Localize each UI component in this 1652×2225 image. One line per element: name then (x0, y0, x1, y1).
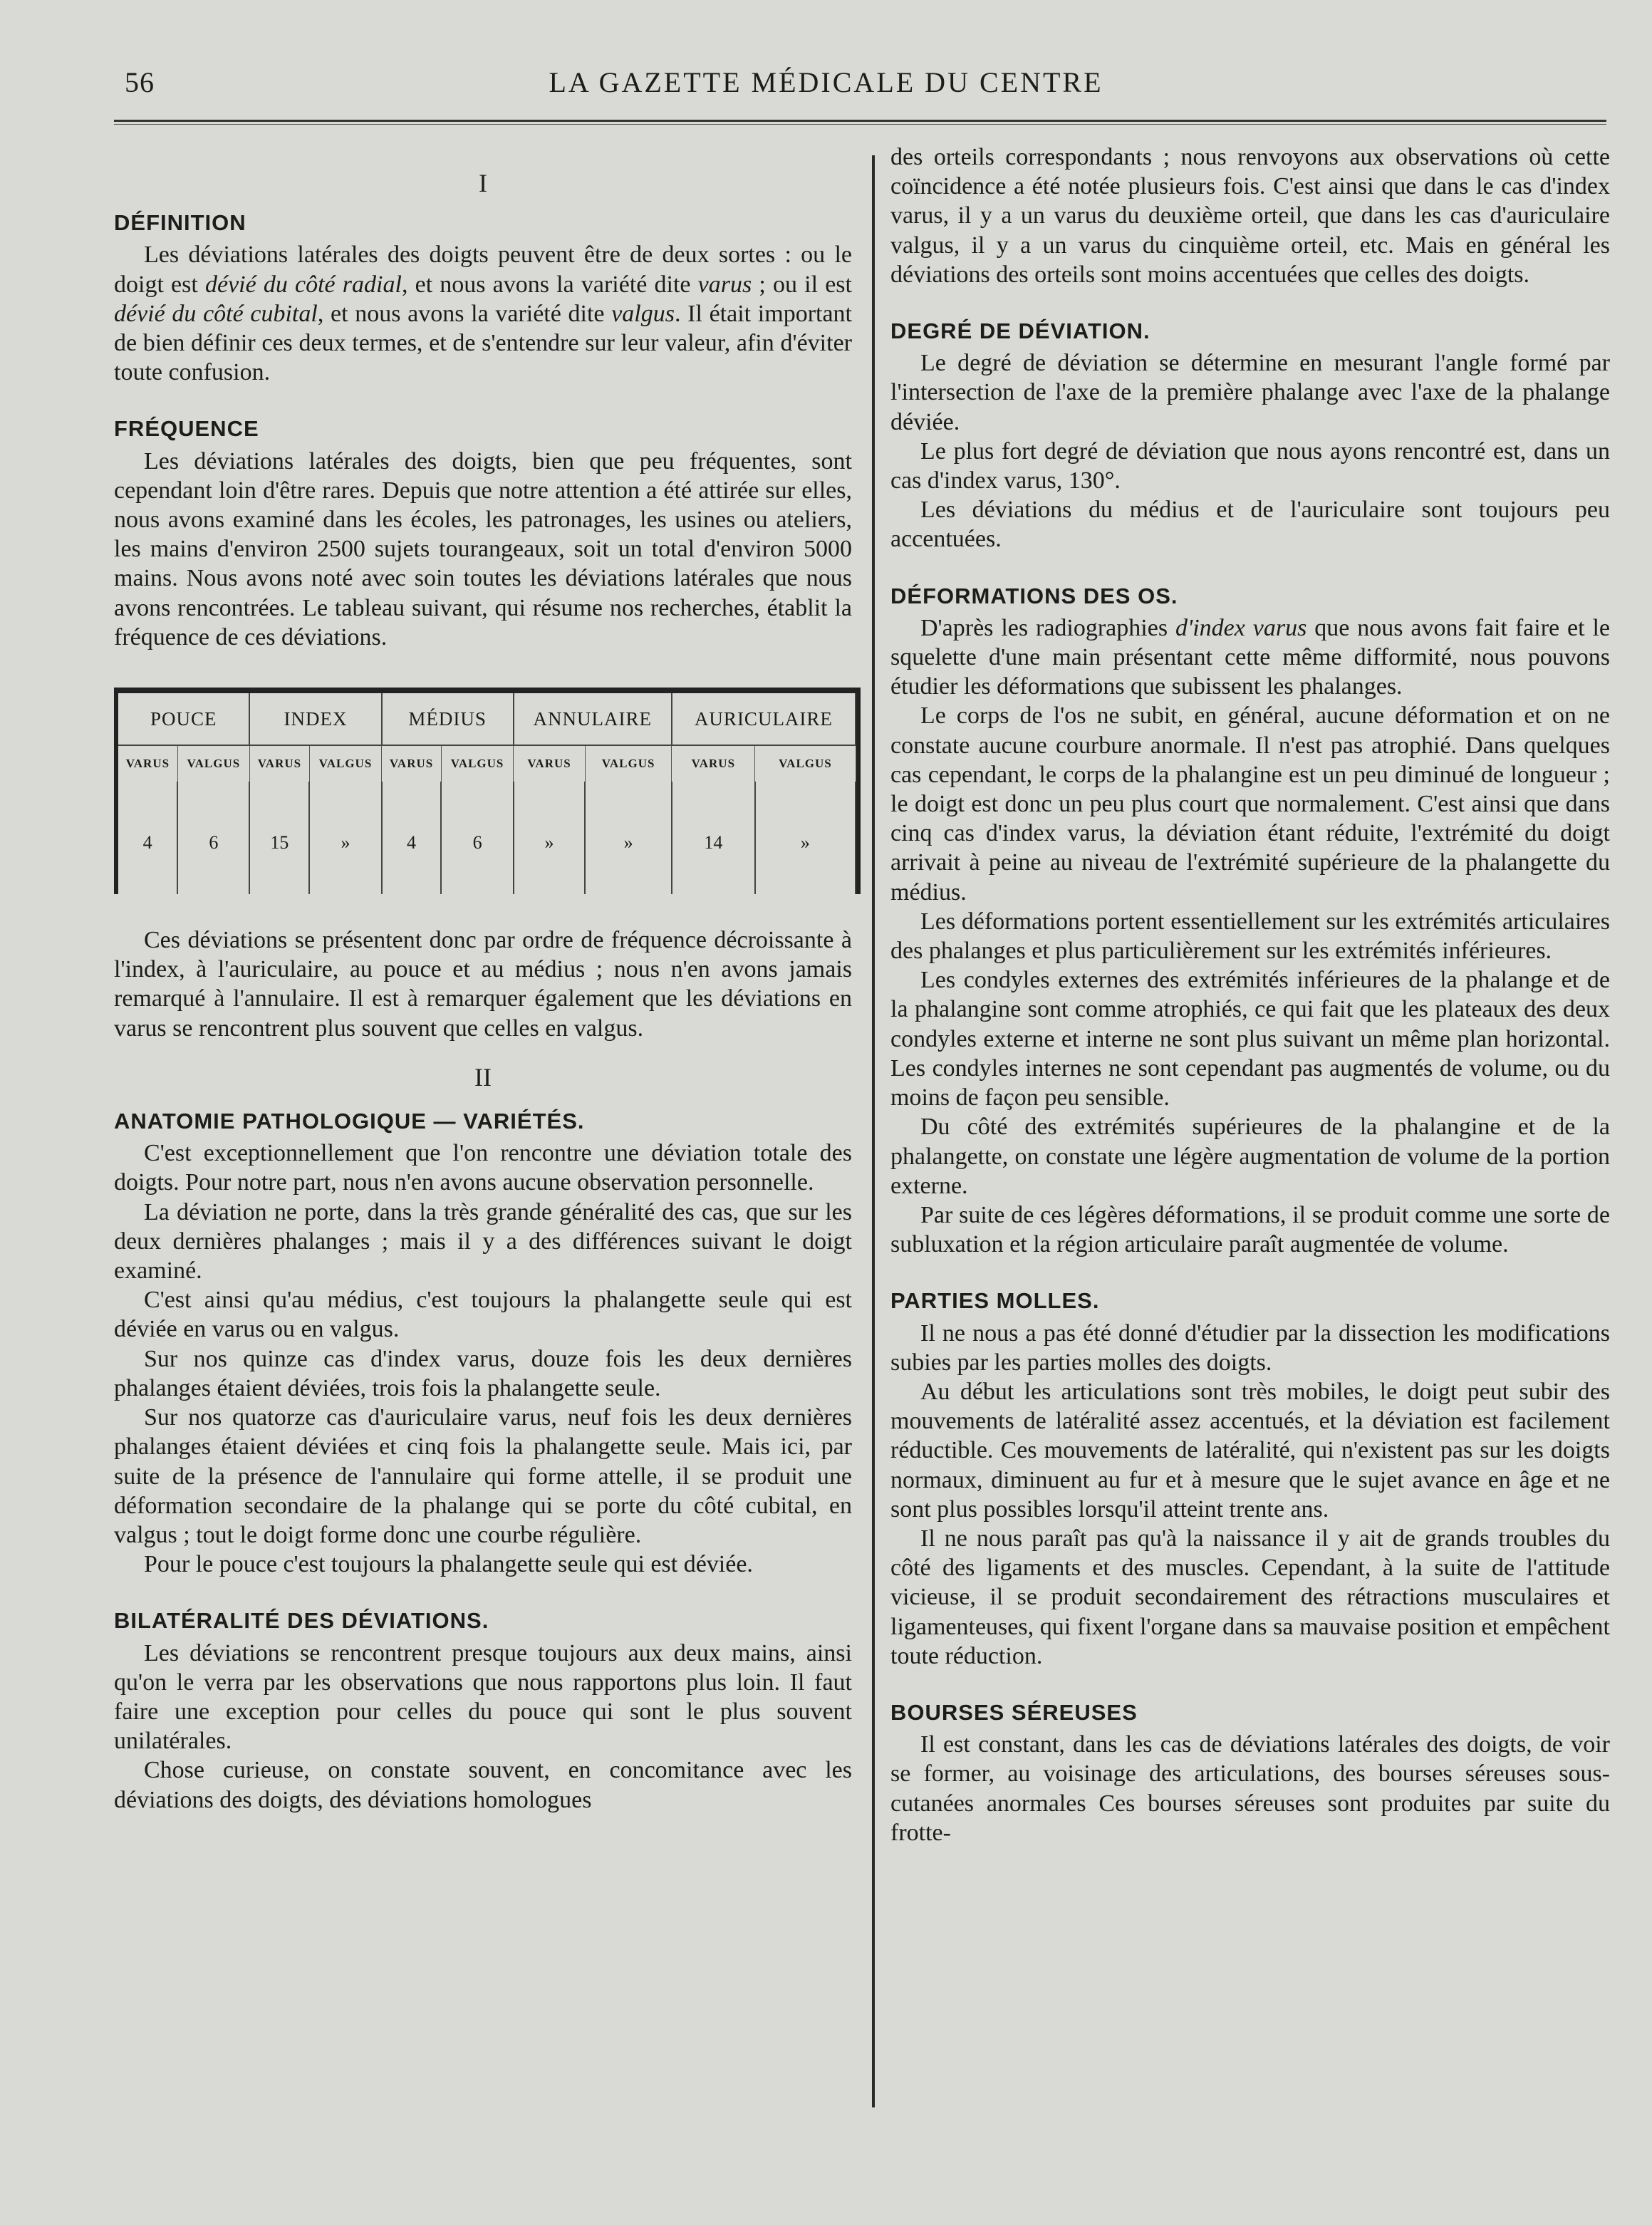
table-header-index: INDEX (249, 693, 381, 745)
paragraph-anatomie-1: C'est exceptionnellement que l'on rencontre une déviation totale des doigts. Pour notre part, nous n'en avons aucune observation personnelle. (114, 1140, 852, 1196)
paragraph-degre-1: Le degré de déviation se détermine en mesurant l'angle formé par l'intersection de l'axe de la première phalange avec l'axe de la phalange déviée. (890, 350, 1610, 435)
table-header-medius: MÉDIUS (382, 693, 514, 745)
paragraph-deformations-4: Les condyles externes des extrémités inférieures de la phalange et de la phalangine sont comme atrophiés, ce qui fait que les plateaux des deux condyles externe et interne ne sont plus suivant un même plan horizontal. Les condyles internes ne sont cependant pas augmentés de volume, ou du moins de façon peu sensible. (890, 967, 1610, 1111)
table-subheader: VARUS (249, 745, 309, 782)
frequency-table (114, 688, 861, 894)
paragraph-deformations-6: Par suite de ces légères déformations, il se produit comme une sorte de subluxation et la région articulaire paraît augmentée de volume. (890, 1201, 1610, 1258)
paragraph-bilateralite-1: Les déviations se rencontrent presque toujours aux deux mains, ainsi qu'on le verra par les observations que nous rapportons plus loin. Il faut faire une exception pour celles du pouce qui sont le plus souvent unilatérales. (114, 1639, 852, 1755)
paragraph-degre-3: Les déviations du médius et de l'auriculaire sont toujours peu accentuées. (890, 497, 1610, 553)
paragraph-anatomie-4: Sur nos quinze cas d'index varus, douze fois les deux dernières phalanges étaient déviées, trois fois la phalangette seule. (114, 1345, 852, 1401)
table-subheader: VARUS (514, 745, 586, 782)
header-rule (114, 120, 1606, 122)
right-column (890, 142, 1610, 1847)
section-numeral-2: II (474, 1062, 492, 1091)
paragraph-degre-2: Le plus fort degré de déviation que nous ayons rencontré est, dans un cas d'index varus, 130°. (890, 437, 1610, 494)
table-header-auriculaire: AURICULAIRE (672, 693, 856, 745)
paragraph-anatomie-2: La déviation ne porte, dans la très grande généralité des cas, que sur les deux dernières phalanges ; mais il y a des différences suivant le doigt examiné. (114, 1198, 852, 1285)
table-header-pouce: POUCE (118, 693, 249, 745)
heading-bourses: BOURSES SÉREUSES (890, 1699, 1138, 1725)
paragraph-deformations-5: Du côté des extrémités supérieures de la phalangine et de la phalangette, on constate une légère augmentation de volume de la portion externe. (890, 1114, 1610, 1199)
header-rule-thin (114, 124, 1606, 125)
heading-parties-molles: PARTIES MOLLES. (890, 1288, 1100, 1314)
table-subheader: VARUS (118, 745, 177, 782)
heading-anatomie: ANATOMIE PATHOLOGIQUE — VARIÉTÉS. (114, 1109, 585, 1134)
paragraph-frequence: Les déviations latérales des doigts, bien que peu fréquentes, sont cependant loin d'être rares. Depuis que notre attention a été attirée sur elles, nous avons examiné dans les écoles, les patronages, les usines ou ateliers, les mains d'environ 2500 sujets tourangeaux, soit un total d'environ 5000 mains. Nous avons noté avec soin toutes les déviations latérales que nous avons rencontrées. Le tableau suivant, qui résume nos recherches, établit la fréquence de ces déviations. (114, 447, 852, 650)
column-divider (872, 155, 875, 2107)
heading-bilateralite: BILATÉRALITÉ DES DÉVIATIONS. (114, 1608, 489, 1634)
table-subheader: VALGUS (177, 745, 249, 782)
table-subheader: VALGUS (585, 745, 672, 782)
paragraph-anatomie-6: Pour le pouce c'est toujours la phalangette seule qui est déviée. (144, 1551, 753, 1578)
table-cell: 6 (177, 782, 249, 855)
heading-degre: DEGRÉ DE DÉVIATION. (890, 318, 1150, 344)
table-cell: » (585, 782, 672, 855)
table-cell: 14 (672, 782, 755, 855)
paragraph-bourses-1: Il est constant, dans les cas de déviations latérales des doigts, de voir se former, au voisinage des articulations, des bourses séreuses sous-cutanées anormales Ces bourses séreuses sont produites par suite du frotte- (890, 1731, 1610, 1846)
table-cell: » (755, 782, 856, 855)
heading-frequence: FRÉQUENCE (114, 416, 259, 442)
table-cell: » (309, 782, 381, 855)
section-numeral-1: I (479, 169, 487, 197)
paragraph-after-table: Ces déviations se présentent donc par ordre de fréquence décroissante à l'index, à l'auriculaire, au pouce et au médius ; nous n'en avons jamais remarqué à l'annulaire. Il est à remarquer également que les déviations en varus se rencontrent plus souvent que celles en valgus. (114, 927, 852, 1042)
table-cell: 15 (249, 782, 309, 855)
paragraph-continuation: des orteils correspondants ; nous renvoyons aux observations où cette coïncidence a été notée plusieurs fois. C'est ainsi que dans le cas d'index varus, il y a un varus du deuxième orteil, que dans les cas d'auriculaire valgus, il y a un varus du cinquième orteil, etc. Mais en général les déviations des orteils sont moins accentuées que celles des doigts. (890, 144, 1610, 288)
heading-deformations: DÉFORMATIONS DES OS. (890, 583, 1178, 608)
table-header-annulaire: ANNULAIRE (514, 693, 672, 745)
paragraph-anatomie-3: C'est ainsi qu'au médius, c'est toujours la phalangette seule qui est déviée en varus ou en valgus. (114, 1287, 852, 1343)
paragraph-deformations-2: Le corps de l'os ne subit, en général, aucune déformation et on ne constate aucune courbure anormale. Il n'est pas atrophié. Dans quelques cas cependant, le corps de la phalangine est un peu diminué de longueur ; le doigt est donc un peu plus court que normalement. C'est ainsi que dans cinq cas d'index varus, la déviation étant réduite, l'extrémité du doigt arrivait à peine au niveau de l'extrémité supérieure de la phalangette du médius. (890, 702, 1610, 906)
journal-title: LA GAZETTE MÉDICALE DU CENTRE (549, 66, 1103, 98)
paragraph-bilateralite-2: Chose curieuse, on constate souvent, en concomitance avec les déviations des doigts, des déviations homologues (114, 1757, 852, 1813)
table-cell: 4 (382, 782, 442, 855)
table-cell: 6 (441, 782, 513, 855)
paragraph-deformations-1: D'après les radiographies d'index varus que nous avons fait faire et le squelette d'une main présentant cette même difformité, nous pouvons étudier les déformations que subissent les phalanges. (890, 614, 1611, 700)
table-cell: » (514, 782, 586, 855)
paragraph-anatomie-5: Sur nos quatorze cas d'auriculaire varus, neuf fois les deux dernières phalanges étaient déviées et cinq fois la phalangette seule. Mais ici, par suite de la présence de l'annulaire qui forme attelle, il se produit une déformation secondaire de la phalange qui se porte du côté cubital, en valgus ; tout le doigt forme donc une courbe régulière. (114, 1404, 852, 1548)
paragraph-parties-3: Il ne nous paraît pas qu'à la naissance il y ait de grands troubles du côté des ligaments et des muscles. Cependant, à la suite de l'attitude vicieuse, il se produit secondairement des rétractions musculaires et ligamenteuses, qui fixent l'organe dans sa mauvaise position et empêchent toute réduction. (890, 1525, 1610, 1669)
paragraph-parties-1: Il ne nous a pas été donné d'étudier par la dissection les modifications subies par les parties molles des doigts. (890, 1319, 1610, 1376)
paragraph-definition: Les déviations latérales des doigts peuvent être de deux sortes : ou le doigt est dévié du côté radial, et nous avons la variété dite varus ; ou il est dévié du côté cubital, et nous avons la variété dite valgus. Il était important de bien définir ces deux termes, et de s'entendre sur leur valeur, afin d'éviter toute confusion. (114, 242, 852, 386)
paragraph-deformations-3: Les déformations portent essentiellement sur les extrémités articulaires des phalanges et plus particulièrement sur les extrémités inférieures. (890, 908, 1610, 965)
table-cell: 4 (118, 782, 177, 855)
table-subheader: VARUS (672, 745, 755, 782)
table-subheader: VALGUS (441, 745, 513, 782)
table-subheader: VARUS (382, 745, 442, 782)
left-column (114, 160, 852, 1815)
heading-definition: DÉFINITION (114, 210, 246, 236)
paragraph-parties-2: Au début les articulations sont très mobiles, le doigt peut subir des mouvements de latéralité assez accentués, et la déviation est facilement réductible. Ces mouvements de latéralité, qui n'existent pas sur les doigts normaux, diminuent au fur et à mesure que le sujet avance en âge et ne sont plus possibles lorsqu'il atteint trente ans. (890, 1378, 1610, 1523)
page-number: 56 (125, 66, 155, 98)
table-subheader: VALGUS (755, 745, 856, 782)
table-subheader: VALGUS (309, 745, 381, 782)
